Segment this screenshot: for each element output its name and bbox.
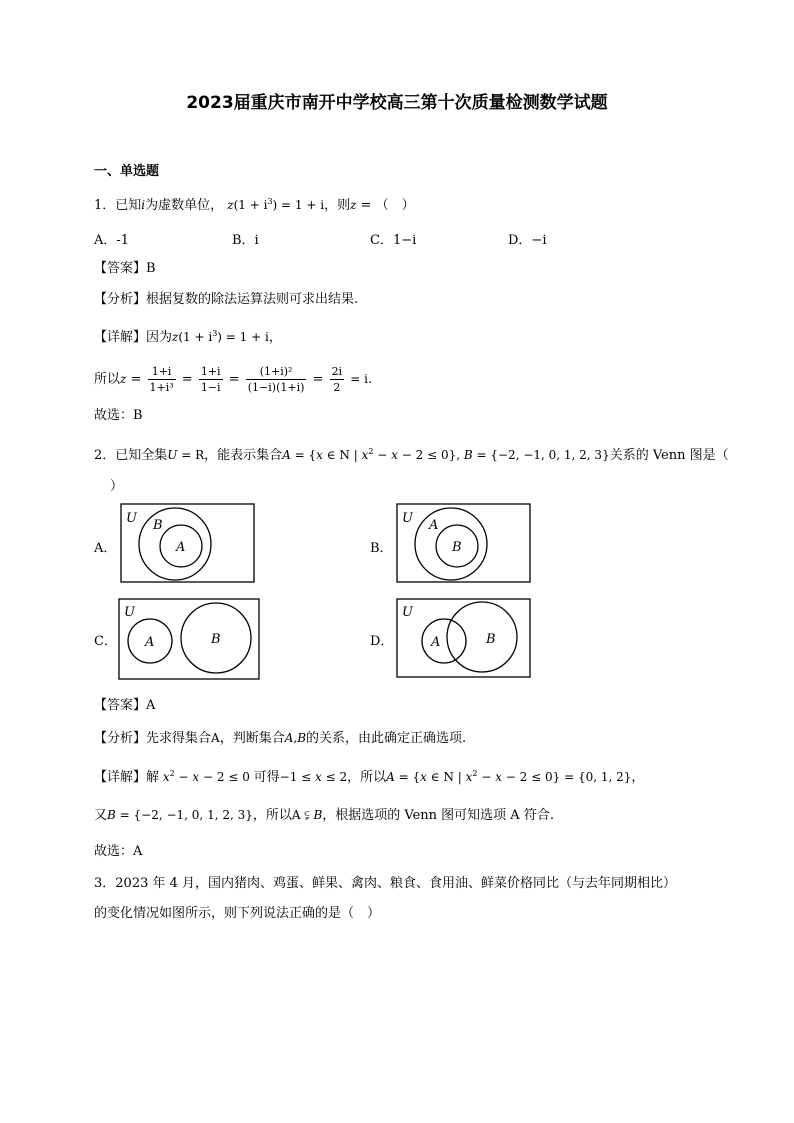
q1-detail-b: ， — [268, 330, 282, 345]
venn-b-circle-a — [415, 508, 487, 580]
q1-frac-4: $\frac{2i}{2}$ — [331, 365, 343, 394]
q2-option-d-label: D． — [370, 634, 394, 649]
q2-choose: 故选：A — [94, 844, 143, 859]
q2-detail: 【详解】解 $x^2 - x - 2 \le 0$ 可得−1 ≤ x ≤ 2，所以A = {x ∈ N | $x^2 - x - 2 \le 0\} = \{0$, 1, 2}， — [94, 769, 645, 785]
analysis-tag: 【分析】 — [94, 292, 147, 307]
answer-tag: 【答案】 — [94, 261, 147, 276]
venn-c — [119, 599, 259, 679]
q2-detail-2: 又B = {−2, −1, 0, 1, 2, 3}，所以A ⫋ B，根据选项的 Venn 图可知选项 A 符合. — [94, 808, 554, 823]
q2-universe: U = R — [167, 448, 205, 462]
q1-stem-d: （ ） — [375, 198, 415, 213]
q1-option-c: C．1−i — [370, 233, 417, 248]
q1-solution: 所以z = $\frac{1+i}{\text{1+i³}}$ = $\frac{1+i}{1-i}$ = $\frac{\text{(1+i)²}}{(1-i)(1+i)}$ = $\frac{2i}{2}$ = i. — [94, 365, 373, 394]
venn-b-universe — [397, 504, 530, 582]
venn-d-label-u: U — [402, 605, 413, 620]
q2-stem-c: 关系的 Venn 图是（ — [609, 448, 729, 463]
venn-d — [397, 599, 530, 677]
q1-frac-2: $\frac{1+i}{1-i}$ — [200, 365, 221, 394]
q1-var-i: i — [141, 198, 146, 212]
venn-a — [121, 504, 254, 582]
venn-d-circle-a — [422, 619, 466, 663]
q1-frac-1: $\frac{1+i}{\text{1+i³}}$ — [149, 365, 174, 394]
q2-stem-b: ，能表示集合 — [204, 448, 283, 463]
q2-set-a: A = {x ∈ N | $x^2 - x - 2 \le 0$}, B = {−2, −1, 0, 1, 2, 3} — [282, 447, 610, 462]
q1-var-z: z — [350, 198, 357, 212]
q1-analysis-text: 根据复数的除法运算法则可求出结果. — [146, 292, 359, 307]
q1-answer-value: B — [146, 261, 156, 276]
page-title: 2023届重庆市南开中学校高三第十次质量检测数学试题 — [186, 93, 608, 113]
q1-frac-3: $\frac{\text{(1+i)²}}{(1-i)(1+i)}$ — [247, 365, 305, 394]
q1-option-d: D．−i — [508, 233, 547, 248]
venn-a-label-b: B — [153, 518, 163, 533]
q1-option-b: B．i — [232, 233, 259, 248]
detail-tag: 【详解】 — [94, 330, 147, 345]
venn-b-label-b: B — [452, 540, 462, 555]
q2-answer: 【答案】A — [94, 698, 156, 713]
venn-a-circle-b — [139, 508, 211, 580]
q1-stem-a: 1．已知 — [94, 198, 142, 213]
q2-option-a-label: A． — [94, 541, 117, 556]
venn-d-circle-b — [447, 602, 517, 672]
venn-a-label-a: A — [176, 540, 186, 555]
q1-option-a: A．-1 — [94, 233, 130, 248]
q2-stem-d: ） — [110, 479, 124, 494]
venn-d-universe — [397, 599, 530, 677]
q1-choose: 故选：B — [94, 408, 143, 423]
venn-b — [397, 504, 530, 582]
venn-b-label-a: A — [429, 518, 439, 533]
q1-stem-b: 为虚数单位， — [145, 198, 224, 213]
q1-result: = i — [350, 372, 368, 386]
venn-a-label-u: U — [126, 511, 137, 526]
q1-equation: $z(1 + i^3) = 1 + i$ — [227, 197, 325, 212]
venn-d-label-a: A — [431, 635, 441, 650]
q2-analysis: 【分析】先求得集合A，判断集合A,B的关系，由此确定正确选项. — [94, 731, 467, 746]
q2-option-b-label: B． — [370, 541, 393, 556]
venn-c-label-b: B — [211, 632, 221, 647]
venn-c-label-u: U — [124, 605, 135, 620]
q2-stem-a: 2．已知全集 — [94, 448, 168, 463]
q1-detail-a: 因为 — [146, 330, 173, 345]
venn-c-label-a: A — [145, 635, 155, 650]
q1-detail-eq: $z(1 + i^3) = 1 + i$ — [172, 329, 269, 344]
venn-d-label-b: B — [486, 632, 496, 647]
q2-option-c-label: C． — [94, 634, 117, 649]
venn-b-label-u: U — [402, 511, 413, 526]
q1-stem-c: ，则 — [324, 198, 351, 213]
q3-line-2: 的变化情况如图所示，则下列说法正确的是（ ） — [94, 906, 381, 921]
q1-so: 所以 — [94, 372, 121, 387]
q3-line-1: 3．2023 年 4 月，国内猪肉、鸡蛋、鲜果、禽肉、粮食、食用油、鲜菜价格同比（与去年同期相比） — [94, 876, 677, 891]
section-heading: 一、单选题 — [94, 164, 160, 179]
venn-a-universe — [121, 504, 254, 582]
q2-answer-value: A — [146, 698, 156, 713]
q1-stem: 1．已知i为虚数单位， $z(1 + i^3) = 1 + i$，则z = （ ） — [94, 197, 415, 213]
